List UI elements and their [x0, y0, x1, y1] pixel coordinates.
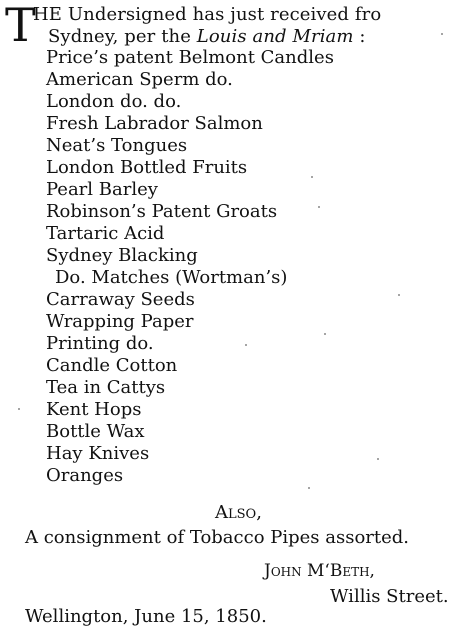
list-item: Bottle Wax: [46, 421, 145, 442]
list-item: Candle Cotton: [46, 355, 178, 376]
also-heading: Also,: [215, 502, 262, 523]
print-speck: [441, 33, 443, 35]
print-speck: [245, 344, 247, 346]
list-item: Hay Knives: [46, 443, 150, 464]
print-speck: [18, 408, 20, 410]
signature-name: John M‘Beth,: [264, 561, 375, 581]
drop-cap: T: [5, 0, 36, 52]
list-item: Tea in Cattys: [46, 377, 166, 398]
list-item: London Bottled Fruits: [46, 157, 248, 178]
list-item: Do. Matches (Wortman’s): [55, 267, 288, 288]
list-item: Fresh Labrador Salmon: [46, 113, 263, 134]
list-item: Sydney Blacking: [46, 245, 198, 266]
intro-line-2: [48, 26, 366, 48]
ship-names: Louis and Mriam: [196, 26, 354, 47]
print-speck: [324, 333, 326, 335]
dateline: Wellington, June 15, 1850.: [25, 606, 267, 627]
list-item: Carraway Seeds: [46, 289, 195, 310]
list-item: Wrapping Paper: [46, 311, 194, 332]
print-speck: [318, 206, 320, 208]
list-item: Price’s patent Belmont Candles: [46, 47, 334, 68]
intro-line-2-prefix: Sydney, per the: [48, 26, 197, 47]
list-item: London do. do.: [46, 91, 182, 112]
list-item: Oranges: [46, 465, 124, 486]
print-speck: [308, 487, 310, 489]
intro-line-2-suffix: :: [353, 26, 366, 47]
print-speck: [398, 294, 400, 296]
consignment-line: A consignment of Tobacco Pipes assorted.: [25, 527, 410, 548]
list-item: Robinson’s Patent Groats: [46, 201, 278, 222]
print-speck: [377, 458, 379, 460]
list-item: Printing do.: [46, 333, 154, 354]
list-item: Neat’s Tongues: [46, 135, 188, 156]
list-item: Pearl Barley: [46, 179, 158, 200]
list-item: Kent Hops: [46, 399, 142, 420]
signature-street: Willis Street.: [330, 586, 449, 607]
print-speck: [311, 176, 313, 178]
intro-line-1: HE Undersigned has just received fro: [33, 4, 382, 25]
list-item: American Sperm do.: [46, 69, 233, 90]
list-item: Tartaric Acid: [46, 223, 165, 244]
